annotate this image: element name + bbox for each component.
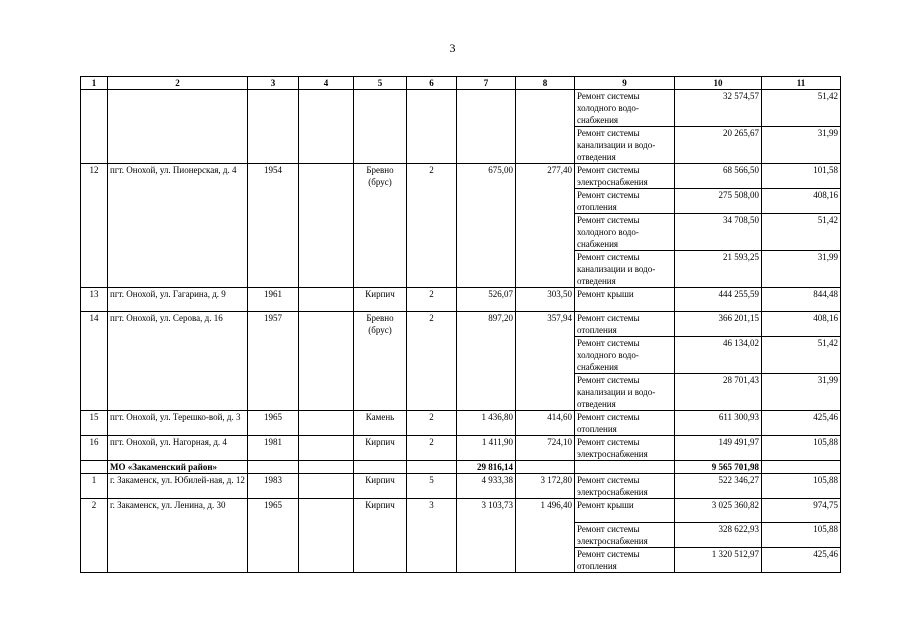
address-cell: пгт. Онохой, ул. Терешко-вой, д. 3 xyxy=(108,411,248,436)
work-type-cell: Ремонт системы электроснабжения xyxy=(575,474,675,499)
row-number-cell: 1 xyxy=(81,474,108,499)
table-row xyxy=(81,436,841,461)
living-area-cell: 3 172,80 xyxy=(516,474,575,499)
column-header: 2 xyxy=(108,77,248,90)
row-number-cell: 2 xyxy=(81,499,108,573)
column-header: 7 xyxy=(457,77,516,90)
year-cell: 1981 xyxy=(248,436,299,461)
column-header: 11 xyxy=(762,77,841,90)
work-type-cell: Ремонт системы канализации и водо-отведения xyxy=(575,251,675,288)
year-cell: 1965 xyxy=(248,411,299,436)
cost-cell: 68 566,50 xyxy=(675,164,762,189)
work-type-cell: Ремонт системы электроснабжения xyxy=(575,436,675,461)
work-type-cell: Ремонт системы холодного водо-снабжения xyxy=(575,90,675,127)
living-area-cell: 414,60 xyxy=(516,411,575,436)
empty-cell xyxy=(516,90,575,164)
column-header: 5 xyxy=(354,77,407,90)
repair-register-table xyxy=(80,76,841,573)
living-area-cell: 1 496,40 xyxy=(516,499,575,573)
empty-cell xyxy=(248,461,299,474)
cost-cell: 328 622,93 xyxy=(675,523,762,548)
table-row xyxy=(81,288,841,312)
unit-cost-cell: 105,88 xyxy=(762,523,841,548)
cost-cell: 21 593,25 xyxy=(675,251,762,288)
floors-cell: 2 xyxy=(407,436,457,461)
column-4-cell xyxy=(299,288,354,312)
unit-cost-cell: 31,99 xyxy=(762,251,841,288)
work-type-cell: Ремонт системы холодного водо-снабжения xyxy=(575,214,675,251)
empty-cell xyxy=(762,461,841,474)
table-row xyxy=(81,312,841,337)
unit-cost-cell: 974,75 xyxy=(762,499,841,523)
cost-cell: 149 491,97 xyxy=(675,436,762,461)
unit-cost-cell: 105,88 xyxy=(762,474,841,499)
cost-cell: 34 708,50 xyxy=(675,214,762,251)
column-header: 6 xyxy=(407,77,457,90)
wall-material-cell: Кирпич xyxy=(354,474,407,499)
year-cell: 1957 xyxy=(248,312,299,411)
header-row xyxy=(81,77,841,90)
cost-cell: 32 574,57 xyxy=(675,90,762,127)
address-cell: пгт. Онохой, ул. Пионерская, д. 4 xyxy=(108,164,248,288)
empty-cell xyxy=(299,90,354,164)
cost-cell: 46 134,02 xyxy=(675,337,762,374)
empty-cell xyxy=(354,461,407,474)
empty-cell xyxy=(248,90,299,164)
empty-cell xyxy=(516,461,575,474)
total-area-cell: 1 436,80 xyxy=(457,411,516,436)
wall-material-cell: Бревно (брус) xyxy=(354,312,407,411)
unit-cost-cell: 105,88 xyxy=(762,436,841,461)
work-type-cell: Ремонт системы электроснабжения xyxy=(575,164,675,189)
cost-cell: 28 701,43 xyxy=(675,374,762,411)
total-area-cell: 897,20 xyxy=(457,312,516,411)
empty-cell xyxy=(108,90,248,164)
row-number-cell: 14 xyxy=(81,312,108,411)
year-cell: 1983 xyxy=(248,474,299,499)
total-area-cell: 675,00 xyxy=(457,164,516,288)
work-type-cell: Ремонт системы канализации и водо-отведения xyxy=(575,374,675,411)
column-4-cell xyxy=(299,436,354,461)
address-cell: г. Закаменск, ул. Ленина, д. 30 xyxy=(108,499,248,573)
column-4-cell xyxy=(299,164,354,288)
column-4-cell xyxy=(299,499,354,573)
unit-cost-cell: 408,16 xyxy=(762,189,841,214)
row-number-cell: 13 xyxy=(81,288,108,312)
column-header: 8 xyxy=(516,77,575,90)
column-4-cell xyxy=(299,411,354,436)
column-4-cell xyxy=(299,474,354,499)
work-type-cell: Ремонт крыши xyxy=(575,288,675,312)
address-cell: пгт. Онохой, ул. Серова, д. 16 xyxy=(108,312,248,411)
total-area-cell: 3 103,73 xyxy=(457,499,516,573)
total-area-cell: 29 816,14 xyxy=(457,461,516,474)
district-name-cell: МО «Закаменский район» xyxy=(108,461,248,474)
wall-material-cell: Кирпич xyxy=(354,288,407,312)
table-row xyxy=(81,474,841,499)
column-header: 4 xyxy=(299,77,354,90)
unit-cost-cell: 51,42 xyxy=(762,90,841,127)
floors-cell: 2 xyxy=(407,164,457,288)
year-cell: 1965 xyxy=(248,499,299,573)
unit-cost-cell: 425,46 xyxy=(762,411,841,436)
empty-cell xyxy=(407,461,457,474)
table-body xyxy=(81,90,841,573)
living-area-cell: 724,10 xyxy=(516,436,575,461)
unit-cost-cell: 51,42 xyxy=(762,337,841,374)
total-area-cell: 526,07 xyxy=(457,288,516,312)
empty-cell xyxy=(81,461,108,474)
unit-cost-cell: 101,58 xyxy=(762,164,841,189)
cost-cell: 444 255,59 xyxy=(675,288,762,312)
column-4-cell xyxy=(299,312,354,411)
unit-cost-cell: 51,42 xyxy=(762,214,841,251)
floors-cell: 2 xyxy=(407,288,457,312)
floors-cell: 3 xyxy=(407,499,457,573)
address-cell: пгт. Онохой, ул. Нагорная, д. 4 xyxy=(108,436,248,461)
work-type-cell: Ремонт системы отопления xyxy=(575,411,675,436)
table-row xyxy=(81,411,841,436)
unit-cost-cell: 844,48 xyxy=(762,288,841,312)
unit-cost-cell: 408,16 xyxy=(762,312,841,337)
work-type-cell: Ремонт системы холодного водо-снабжения xyxy=(575,337,675,374)
floors-cell: 2 xyxy=(407,411,457,436)
cost-cell: 522 346,27 xyxy=(675,474,762,499)
row-number-cell: 12 xyxy=(81,164,108,288)
living-area-cell: 357,94 xyxy=(516,312,575,411)
table-row xyxy=(81,499,841,523)
cost-cell: 611 300,93 xyxy=(675,411,762,436)
address-cell: г. Закаменск, ул. Юбилей-ная, д. 12 xyxy=(108,474,248,499)
page-number: 3 xyxy=(449,41,456,55)
table-row xyxy=(81,164,841,189)
summary-row xyxy=(81,461,841,474)
wall-material-cell: Бревно (брус) xyxy=(354,164,407,288)
cost-cell: 20 265,67 xyxy=(675,127,762,164)
work-type-cell: Ремонт системы отопления xyxy=(575,189,675,214)
work-type-cell: Ремонт системы канализации и водо-отведения xyxy=(575,127,675,164)
column-header: 3 xyxy=(248,77,299,90)
empty-cell xyxy=(457,90,516,164)
address-cell: пгт. Онохой, ул. Гагарина, д. 9 xyxy=(108,288,248,312)
column-header: 10 xyxy=(675,77,762,90)
cost-cell: 3 025 360,82 xyxy=(675,499,762,523)
total-cost-cell: 9 565 701,98 xyxy=(675,461,762,474)
year-cell: 1961 xyxy=(248,288,299,312)
year-cell: 1954 xyxy=(248,164,299,288)
unit-cost-cell: 425,46 xyxy=(762,548,841,573)
unit-cost-cell: 31,99 xyxy=(762,127,841,164)
work-type-cell: Ремонт системы отопления xyxy=(575,548,675,573)
empty-cell xyxy=(81,90,108,164)
empty-cell xyxy=(407,90,457,164)
row-number-cell: 16 xyxy=(81,436,108,461)
work-type-cell: Ремонт системы отопления xyxy=(575,312,675,337)
table-row xyxy=(81,90,841,127)
floors-cell: 2 xyxy=(407,312,457,411)
wall-material-cell: Камень xyxy=(354,411,407,436)
cost-cell: 366 201,15 xyxy=(675,312,762,337)
work-type-cell: Ремонт крыши xyxy=(575,499,675,523)
floors-cell: 5 xyxy=(407,474,457,499)
wall-material-cell: Кирпич xyxy=(354,499,407,573)
row-number-cell: 15 xyxy=(81,411,108,436)
wall-material-cell: Кирпич xyxy=(354,436,407,461)
empty-cell xyxy=(575,461,675,474)
cost-cell: 275 508,00 xyxy=(675,189,762,214)
living-area-cell: 277,40 xyxy=(516,164,575,288)
cost-cell: 1 320 512,97 xyxy=(675,548,762,573)
living-area-cell: 303,50 xyxy=(516,288,575,312)
total-area-cell: 1 411,90 xyxy=(457,436,516,461)
work-type-cell: Ремонт системы электроснабжения xyxy=(575,523,675,548)
total-area-cell: 4 933,38 xyxy=(457,474,516,499)
empty-cell xyxy=(354,90,407,164)
column-header: 1 xyxy=(81,77,108,90)
unit-cost-cell: 31,99 xyxy=(762,374,841,411)
empty-cell xyxy=(299,461,354,474)
column-header: 9 xyxy=(575,77,675,90)
